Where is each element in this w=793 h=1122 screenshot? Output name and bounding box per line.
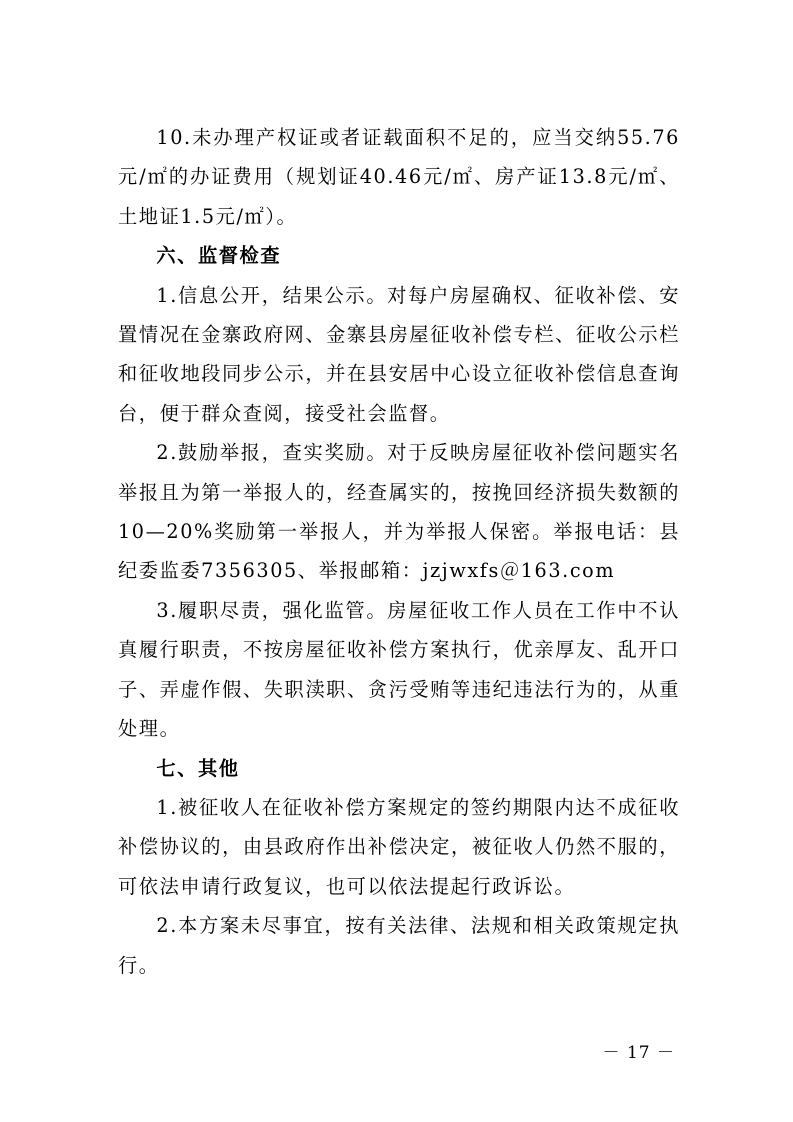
paragraph-unaddressed-matters: 2.本方案未尽事宜，按有关法律、法规和相关政策规定执行。 — [118, 914, 680, 977]
paragraph-compensation-decision: 1.被征收人在征收补偿方案规定的签约期限内达不成征收补偿协议的，由县政府作出补偿决定，被征收人仍然不服的，可依法申请行政复议，也可以依法提起行政诉讼。 — [118, 795, 680, 898]
paragraph-duty-supervision: 3.履职尽责，强化监管。房屋征收工作人员在工作中不认真履行职责，不按房屋征收补偿方案执行，优亲厚友、乱开口子、弄虚作假、失职渎职、贪污受贿等违纪违法行为的，从重处理。 — [118, 598, 680, 741]
document-body — [118, 118, 680, 985]
section-heading-other: 七、其他 — [156, 756, 240, 780]
paragraph-info-disclosure: 1.信息公开，结果公示。对每户房屋确权、征收补偿、安置情况在金寨政府网、金寨县房屋征收补偿专栏、征收公示栏和征收地段同步公示，并在县安居中心设立征收补偿信息查询台，便于群众查阅，接受社会监督。 — [118, 283, 680, 425]
section-heading-supervision: 六、监督检查 — [156, 244, 282, 268]
paragraph-reporting-reward: 2.鼓励举报，查实奖励。对于反映房屋征收补偿问题实名举报且为第一举报人的，经查属实的，按挽回经济损失数额的10—20%奖励第一举报人，并为举报人保密。举报电话：县纪委监委7356305、举报邮箱：jzjwxfs＠163.com — [118, 441, 680, 583]
page-number: － 17 － — [602, 1043, 675, 1063]
paragraph-fee-item-10: 10.未办理产权证或者证载面积不足的，应当交纳55.76元/㎡的办证费用（规划证40.46元/㎡、房产证13.8元/㎡、土地证1.5元/㎡）。 — [118, 126, 680, 228]
